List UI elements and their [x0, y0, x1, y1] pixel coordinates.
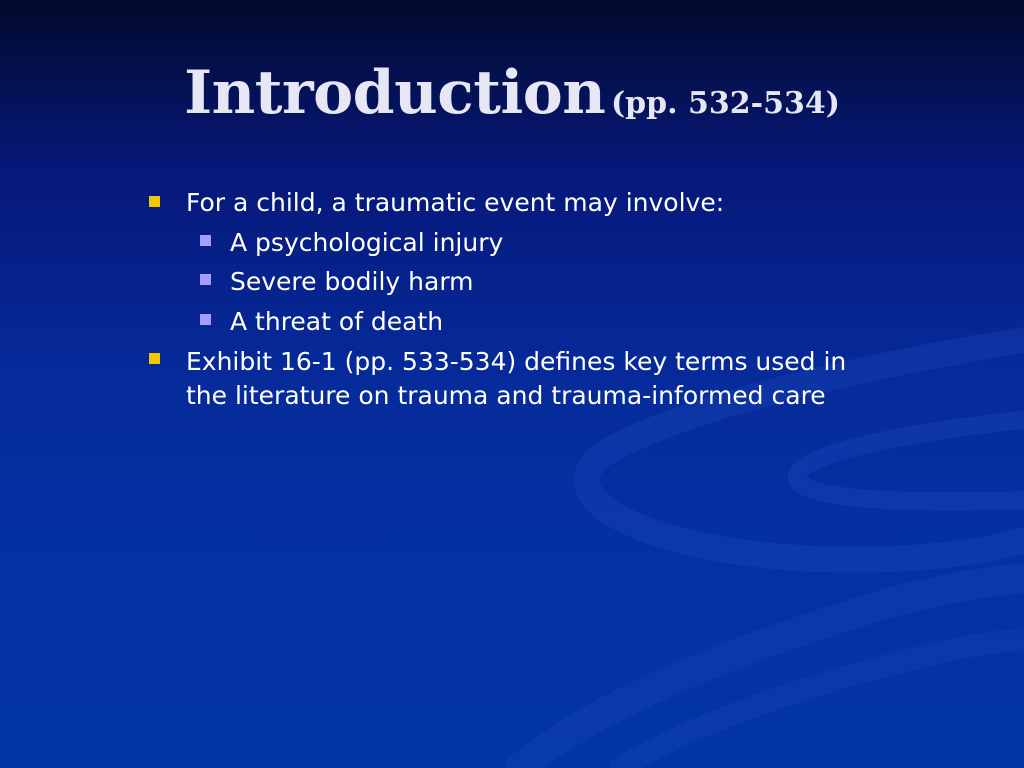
- title-page-range: (pp. 532-534): [610, 86, 840, 121]
- square-bullet-icon: [149, 196, 160, 207]
- square-bullet-icon: [200, 314, 211, 325]
- slide-title: [0, 58, 1024, 128]
- sub-bullet-text: A threat of death: [230, 307, 444, 336]
- bullet-text: For a child, a traumatic event may involve:: [186, 188, 725, 217]
- bullet-text: Exhibit 16-1 (pp. 533-534) defines key terms used in the literature on trauma and trauma-informed care: [186, 347, 847, 410]
- title-main: Introduction: [184, 58, 606, 128]
- square-bullet-icon: [200, 274, 211, 285]
- square-bullet-icon: [149, 353, 160, 364]
- square-bullet-icon: [200, 235, 211, 246]
- sub-bullet-text: A psychological injury: [230, 228, 504, 257]
- sub-bullet-text: Severe bodily harm: [230, 267, 474, 296]
